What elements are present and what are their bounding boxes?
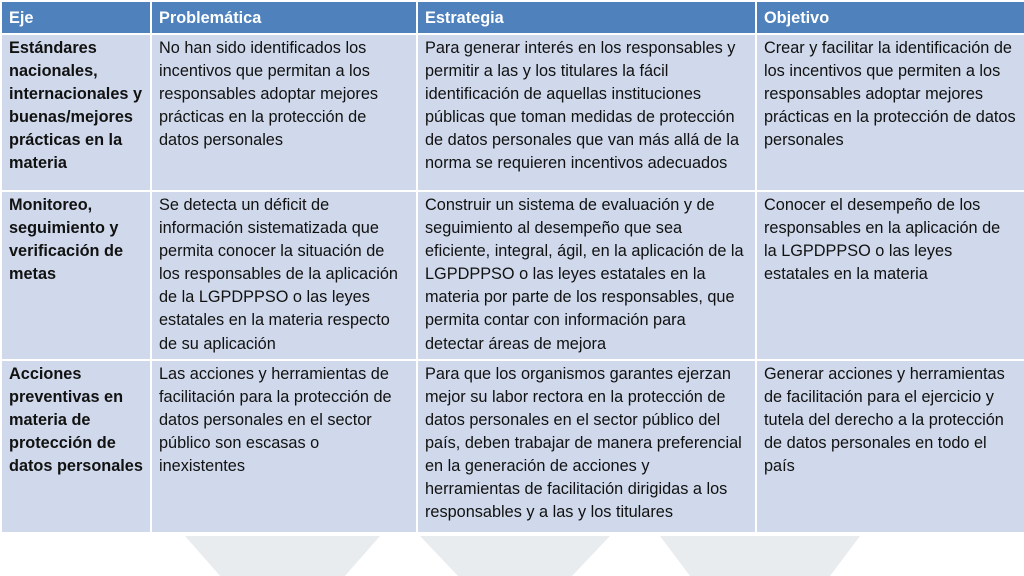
table-row bbox=[1, 360, 1024, 533]
cell-problematica: Las acciones y herramientas de facilitación para la protección de datos personales en el sector público son escasas o inexistentes bbox=[151, 360, 417, 533]
cell-eje: Estándares nacionales, internacionales y buenas/mejores prácticas en la materia bbox=[1, 34, 151, 191]
header-estrategia: Estrategia bbox=[417, 1, 756, 34]
cell-problematica: No han sido identificados los incentivos que permitan a los responsables adoptar mejores prácticas en la protección de datos personales bbox=[151, 34, 417, 191]
cell-objetivo: Crear y facilitar la identificación de los incentivos que permiten a los responsables adoptar mejores prácticas en la protección de datos personales bbox=[756, 34, 1024, 191]
cell-eje: Monitoreo, seguimiento y verificación de metas bbox=[1, 191, 151, 360]
cell-estrategia: Construir un sistema de evaluación y de seguimiento al desempeño que sea eficiente, integral, ágil, en la aplicación de la LGPDPPSO o las leyes estatales en la materia por parte de los responsables, que permita contar con información para detectar áreas de mejora bbox=[417, 191, 756, 360]
cell-objetivo: Conocer el desempeño de los responsables en la aplicación de la LGPDPPSO o las leyes estatales en la materia bbox=[756, 191, 1024, 360]
background-decoration bbox=[420, 536, 610, 576]
cell-eje: Acciones preventivas en materia de protección de datos personales bbox=[1, 360, 151, 533]
cell-estrategia: Para que los organismos garantes ejerzan mejor su labor rectora en la protección de datos personales en el sector público del país, deben trabajar de manera preferencial en la generación de acciones y herramientas de facilitación dirigidas a los responsables y a las y los titulares bbox=[417, 360, 756, 533]
background-decoration bbox=[185, 536, 380, 576]
cell-objetivo: Generar acciones y herramientas de facilitación para el ejercicio y tutela del derecho a la protección de datos personales en todo el país bbox=[756, 360, 1024, 533]
cell-estrategia: Para generar interés en los responsables y permitir a las y los titulares la fácil identificación de aquellas instituciones públicas que toman medidas de protección de datos personales que van más allá de la norma se requieren incentivos adecuados bbox=[417, 34, 756, 191]
header-eje: Eje bbox=[1, 1, 151, 34]
background-decoration bbox=[660, 536, 860, 576]
table-row bbox=[1, 191, 1024, 360]
header-problematica: Problemática bbox=[151, 1, 417, 34]
header-row bbox=[1, 1, 1024, 34]
cell-problematica: Se detecta un déficit de información sistematizada que permita conocer la situación de los responsables de la aplicación de la LGPDPPSO o las leyes estatales en la materia respecto de su aplicación bbox=[151, 191, 417, 360]
table-row bbox=[1, 34, 1024, 191]
header-objetivo: Objetivo bbox=[756, 1, 1024, 34]
